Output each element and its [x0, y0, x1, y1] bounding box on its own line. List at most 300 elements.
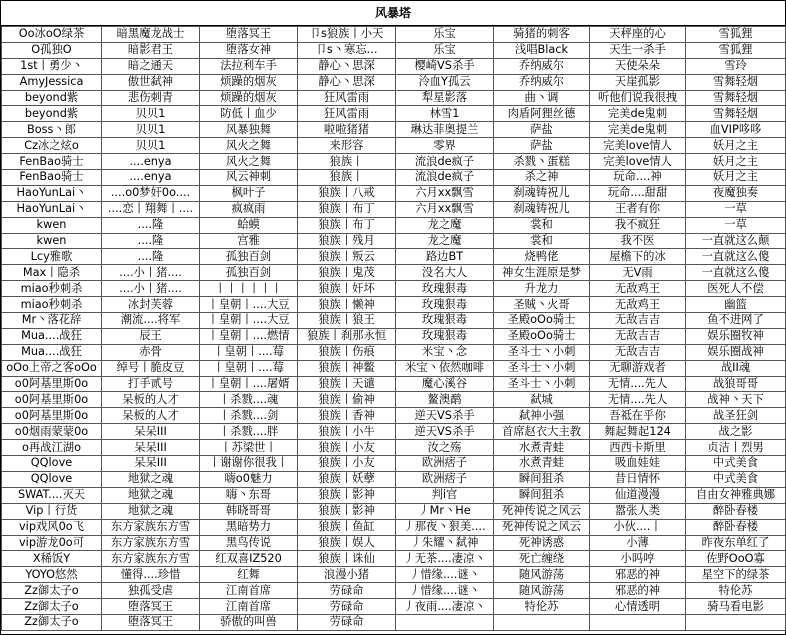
player-name-cell: 完美love情人 — [590, 154, 686, 170]
player-name-cell: 天秤座的心 — [590, 27, 686, 43]
player-name-cell: 东方家族东方雪 — [102, 535, 200, 551]
player-name-cell: 米宝丶依然咖啡 — [396, 360, 494, 376]
table-row — [2, 583, 786, 599]
player-name-cell: 战狼哥哥 — [686, 376, 786, 392]
player-name-cell: 仙道漫漫 — [590, 487, 686, 503]
table-row — [2, 487, 786, 503]
player-name-cell: 妖月之主 — [686, 170, 786, 186]
player-name-cell: 狼族丨诛仙 — [298, 551, 396, 567]
player-name-cell: 乔纳威尔 — [494, 58, 590, 74]
player-name-cell: 地狱之魂 — [102, 471, 200, 487]
player-name-cell: 无敌吉吉 — [590, 313, 686, 329]
player-name-cell: 乔纳威尔 — [494, 74, 590, 90]
player-name-cell — [396, 614, 494, 630]
player-name-cell: 死神传说之风云 — [494, 519, 590, 535]
player-name-cell: 小吗哼 — [590, 551, 686, 567]
player-name-cell: 特伦苏 — [494, 599, 590, 615]
table-row — [2, 503, 786, 519]
player-name-cell: o0阿基里斯0o — [2, 392, 102, 408]
player-name-cell: 龙之魔 — [396, 217, 494, 233]
table-row — [2, 519, 786, 535]
player-name-cell: 静心丶思深 — [298, 58, 396, 74]
player-name-cell: 妖月之主 — [686, 138, 786, 154]
player-name-cell: 嗨o0魅力 — [200, 471, 298, 487]
table-row — [2, 599, 786, 615]
table-row — [2, 614, 786, 630]
table-row — [2, 170, 786, 186]
player-name-cell: 魔心溪谷 — [396, 376, 494, 392]
player-name-cell: 黑鸟传说 — [200, 535, 298, 551]
player-name-cell: 泠血Y孤云 — [396, 74, 494, 90]
player-name-cell: 狼族丨小牛 — [298, 424, 396, 440]
player-name-cell: 绰号丨脆皮豆 — [102, 360, 200, 376]
player-name-cell: 丿惜缘....谜丶 — [396, 567, 494, 583]
table-row — [2, 360, 786, 376]
player-name-cell: 地狱之魂 — [102, 487, 200, 503]
player-name-cell: 战圣狂剑 — [686, 408, 786, 424]
player-name-cell: 萨盐 — [494, 138, 590, 154]
table-row — [2, 392, 786, 408]
player-name-cell: HaoYunLai丶 — [2, 201, 102, 217]
table-row — [2, 456, 786, 472]
player-name-cell: 首席赵衣大主教 — [494, 424, 590, 440]
player-name-cell: 狼族丨影神 — [298, 503, 396, 519]
player-name-cell: 东方家族东方雪 — [102, 519, 200, 535]
player-name-cell: 完美de鬼刺 — [590, 122, 686, 138]
player-name-cell: AmyJessica — [2, 74, 102, 90]
table-row — [2, 249, 786, 265]
player-name-cell: 舞起舞起124 — [590, 424, 686, 440]
player-name-cell: 乐宝 — [396, 42, 494, 58]
player-name-cell: 一草 — [686, 201, 786, 217]
player-name-cell: 战神丶天下 — [686, 392, 786, 408]
table-row — [2, 74, 786, 90]
player-name-cell: 丿无茶....凄凉丶 — [396, 551, 494, 567]
player-name-cell: 傲世弑神 — [102, 74, 200, 90]
player-name-cell: 无情....先人 — [590, 376, 686, 392]
table-row — [2, 567, 786, 583]
player-name-cell: 玩命....甜甜 — [590, 185, 686, 201]
player-name-cell: 风火之舞 — [200, 138, 298, 154]
table-row — [2, 106, 786, 122]
table-row — [2, 122, 786, 138]
player-name-cell: ....恋丨翔舞丨.... — [102, 201, 200, 217]
player-name-cell: 狼族丨刹那永恒 — [298, 328, 396, 344]
player-name-cell: SWAT....灭天 — [2, 487, 102, 503]
player-name-cell: ....隆 — [102, 233, 200, 249]
player-name-cell: ....隆 — [102, 217, 200, 233]
player-name-cell: 呆板的人才 — [102, 408, 200, 424]
player-name-cell: 赤骨 — [102, 344, 200, 360]
player-name-cell: 辰王 — [102, 328, 200, 344]
player-name-cell: 狼族丨鱼缸 — [298, 519, 396, 535]
player-name-cell: 黑暗势力 — [200, 519, 298, 535]
player-name-cell: beyond紫 — [2, 90, 102, 106]
player-name-cell: 狼族丨娱人 — [298, 535, 396, 551]
player-name-cell: 欧洲痞子 — [396, 456, 494, 472]
player-name-cell: 瞬间狙杀 — [494, 487, 590, 503]
player-name-cell: 1st丨勇少丶 — [2, 58, 102, 74]
player-name-cell: 卩s狼族丨小天 — [298, 27, 396, 43]
player-name-cell: 水煮青蛙 — [494, 440, 590, 456]
player-name-cell: 嚣张人类 — [590, 503, 686, 519]
player-name-cell: 丨皇朝丨....大豆 — [200, 313, 298, 329]
player-name-cell: 流浪de疯子 — [396, 170, 494, 186]
player-name-cell: 玫瑰狠毒 — [396, 313, 494, 329]
player-name-cell: 圣殿oOo骑士 — [494, 313, 590, 329]
player-name-cell: 杀戮丶蛋糕 — [494, 154, 590, 170]
player-name-cell: 堕落冥王 — [102, 614, 200, 630]
table-row — [2, 551, 786, 567]
player-name-cell: 红舞 — [200, 567, 298, 583]
table-row — [2, 535, 786, 551]
player-name-cell: 雪舞轻烟 — [686, 74, 786, 90]
player-name-cell: 神女生涯原是梦 — [494, 265, 590, 281]
player-name-cell: 弑神小强 — [494, 408, 590, 424]
player-name-cell: 醉卧春楼 — [686, 519, 786, 535]
player-name-cell: 无敌鸡王 — [590, 297, 686, 313]
player-name-cell: 丨谢谢你很我丨 — [200, 456, 298, 472]
player-name-cell: 完美de鬼刺 — [590, 106, 686, 122]
player-name-cell: 心情透明 — [590, 599, 686, 615]
player-name-cell: 丨皇朝丨....莓 — [200, 360, 298, 376]
player-name-cell: 懂得....珍惜 — [102, 567, 200, 583]
player-name-cell: Mua....战狂 — [2, 328, 102, 344]
table-row — [2, 185, 786, 201]
player-name-cell: Zz御太子o — [2, 599, 102, 615]
player-name-cell: Lcy雅歌 — [2, 249, 102, 265]
player-name-cell: 乐宝 — [396, 27, 494, 43]
player-name-cell: 血VIP哆哆 — [686, 122, 786, 138]
player-name-cell: 狼族丨神鳖 — [298, 360, 396, 376]
player-name-cell: 狼族丨偷神 — [298, 392, 396, 408]
player-name-cell: Vip丨行货 — [2, 503, 102, 519]
player-name-cell: 中式美食 — [686, 471, 786, 487]
player-name-cell: 狼族丨伤痕 — [298, 344, 396, 360]
player-name-cell: 裳和 — [494, 233, 590, 249]
player-name-cell: 丨皇朝丨....屠婿 — [200, 376, 298, 392]
player-name-cell: 六月xx飘雪 — [396, 201, 494, 217]
player-name-cell: 堕落冥王 — [102, 599, 200, 615]
player-name-cell: 医死人不偿 — [686, 281, 786, 297]
player-name-cell: Oo冰oO绿茶 — [2, 27, 102, 43]
player-name-cell: 小薄 — [590, 535, 686, 551]
player-name-cell: 樱崎VS杀手 — [396, 58, 494, 74]
player-name-cell: 烧鸭佬 — [494, 249, 590, 265]
player-name-cell: 打手贰号 — [102, 376, 200, 392]
player-name-cell — [494, 614, 590, 630]
player-name-cell: 江南首席 — [200, 583, 298, 599]
player-name-cell: 玫瑰狠毒 — [396, 281, 494, 297]
player-name-cell: kwen — [2, 233, 102, 249]
table-row — [2, 233, 786, 249]
player-name-cell: 东方家族东方雪 — [102, 551, 200, 567]
player-name-cell: 孤独百剑 — [200, 249, 298, 265]
player-name-cell: 狼族丨鬼茂 — [298, 265, 396, 281]
player-name-cell: 鳌澳鹬 — [396, 392, 494, 408]
player-name-cell: 欧洲痞子 — [396, 471, 494, 487]
player-name-cell: oOo上帝之客oOo — [2, 360, 102, 376]
player-name-cell: 丿朱耀丶弑神 — [396, 535, 494, 551]
player-name-cell: 判i官 — [396, 487, 494, 503]
player-name-cell: 狂风雷雨 — [298, 90, 396, 106]
player-name-cell: 骄傲的叫兽 — [200, 614, 298, 630]
player-name-cell: 小伙....丨 — [590, 519, 686, 535]
player-name-cell: 丨杀戮....剑 — [200, 408, 298, 424]
player-name-cell: 狼族丨香神 — [298, 408, 396, 424]
player-name-cell: 昔日情怀 — [590, 471, 686, 487]
player-name-cell: 狼族丨 — [298, 170, 396, 186]
player-name-cell: 无情....先人 — [590, 392, 686, 408]
player-name-cell: 悲伤刺青 — [102, 90, 200, 106]
player-name-cell: 狂风雷雨 — [298, 106, 396, 122]
player-name-cell: beyond紫 — [2, 106, 102, 122]
player-name-cell: 防低丨血少 — [200, 106, 298, 122]
player-name-cell: 零界 — [396, 138, 494, 154]
player-name-cell: 呆呆III — [102, 424, 200, 440]
player-name-cell: QQlove — [2, 456, 102, 472]
table-row — [2, 154, 786, 170]
player-name-cell: 死亡缠绕 — [494, 551, 590, 567]
player-name-cell: o0阿基里斯0o — [2, 376, 102, 392]
player-name-cell: 暗影君王 — [102, 42, 200, 58]
player-name-cell: 堕落女神 — [200, 42, 298, 58]
player-name-cell: 玫瑰狠毒 — [396, 328, 494, 344]
player-name-cell: 浪漫小猪 — [298, 567, 396, 583]
player-name-cell: 呆呆III — [102, 440, 200, 456]
table-row — [2, 471, 786, 487]
player-name-cell: 醉卧春楼 — [686, 503, 786, 519]
player-name-cell: 卩s丶寒忘... — [298, 42, 396, 58]
player-name-cell: 狼族丨布丁 — [298, 217, 396, 233]
player-name-cell: Boss丶郎 — [2, 122, 102, 138]
player-name-cell: ....o0梦奸0o.... — [102, 185, 200, 201]
ranking-table — [1, 26, 786, 631]
player-name-cell: HaoYunLai丶 — [2, 185, 102, 201]
player-name-cell: 随风游荡 — [494, 567, 590, 583]
player-name-cell: 刹魂铸祝儿 — [494, 201, 590, 217]
player-name-cell: 天使朵朵 — [590, 58, 686, 74]
player-name-cell: 雪玲 — [686, 58, 786, 74]
player-name-cell: 丨皇朝丨....大豆 — [200, 297, 298, 313]
player-name-cell: 死神传说之风云 — [494, 503, 590, 519]
player-name-cell: 嗨丶东哥 — [200, 487, 298, 503]
player-name-cell: 逆天VS杀手 — [396, 424, 494, 440]
player-name-cell: 狼族丨天谴 — [298, 376, 396, 392]
player-name-cell: 雪舞轻烟 — [686, 90, 786, 106]
table-row — [2, 313, 786, 329]
player-name-cell: 玩命....神 — [590, 170, 686, 186]
player-name-cell: 法拉利车手 — [200, 58, 298, 74]
player-name-cell: 玫瑰狠毒 — [396, 297, 494, 313]
player-name-cell: 枫叶子 — [200, 185, 298, 201]
player-name-cell: 无敌吉吉 — [590, 344, 686, 360]
player-name-cell: 米宝丶念 — [396, 344, 494, 360]
player-name-cell: 杀之神 — [494, 170, 590, 186]
player-name-cell: 雪狐狸 — [686, 27, 786, 43]
player-name-cell: 吸血娃娃 — [590, 456, 686, 472]
player-name-cell: 圣斗士丶小刺 — [494, 360, 590, 376]
player-name-cell: 劳碌命 — [298, 583, 396, 599]
player-name-cell: 红双喜IZ520 — [200, 551, 298, 567]
player-name-cell: 西西卡斯里 — [590, 440, 686, 456]
player-name-cell: 一直就这么颠 — [686, 233, 786, 249]
player-name-cell: 妖月之主 — [686, 154, 786, 170]
player-name-cell: 独孤受虐 — [102, 583, 200, 599]
player-name-cell: 狼族丨小友 — [298, 440, 396, 456]
player-name-cell: 鱼不进网了 — [686, 313, 786, 329]
player-name-cell: 屋檐下的冰 — [590, 249, 686, 265]
player-name-cell: miao秒刺杀 — [2, 281, 102, 297]
player-name-cell: 流浪de疯子 — [396, 154, 494, 170]
table-row — [2, 265, 786, 281]
player-name-cell: 丨苏梁世丨 — [200, 440, 298, 456]
table-row — [2, 344, 786, 360]
player-name-cell: 暗之通天 — [102, 58, 200, 74]
player-name-cell: 圣斗士丶小刺 — [494, 344, 590, 360]
player-name-cell: 刹魂铸祝儿 — [494, 185, 590, 201]
player-name-cell: Mr丶落花辞 — [2, 313, 102, 329]
table-row — [2, 297, 786, 313]
player-name-cell: 王者有你 — [590, 201, 686, 217]
player-name-cell: 丿Mr丶He — [396, 503, 494, 519]
player-name-cell: 堕落冥王 — [200, 27, 298, 43]
player-name-cell: miao秒刺杀 — [2, 297, 102, 313]
player-name-cell: 我不疯狂 — [590, 217, 686, 233]
player-name-cell: 狼族丨残月 — [298, 233, 396, 249]
player-name-cell: 丿夜雨....凄凉丶 — [396, 599, 494, 615]
player-name-cell: 丨皇朝丨....燃情 — [200, 328, 298, 344]
player-name-cell: X稀饭Y — [2, 551, 102, 567]
player-name-cell: 蛤蟆 — [200, 217, 298, 233]
player-name-cell: 无敌鸡王 — [590, 281, 686, 297]
player-name-cell: 贝贝1 — [102, 122, 200, 138]
player-name-cell: 狼族丨懒神 — [298, 297, 396, 313]
player-name-cell: 雪狐狸 — [686, 42, 786, 58]
player-name-cell: 曲丶调 — [494, 90, 590, 106]
player-name-cell: 邪恶的神 — [590, 583, 686, 599]
player-name-cell: o0烟雨蒙蒙0o — [2, 424, 102, 440]
player-name-cell: 狼族丨影神 — [298, 487, 396, 503]
player-name-cell: o再战江湖o — [2, 440, 102, 456]
player-name-cell: 没名大人 — [396, 265, 494, 281]
player-name-cell: o0阿基里斯0o — [2, 408, 102, 424]
player-name-cell: Max丨隐杀 — [2, 265, 102, 281]
player-name-cell: 战II魂 — [686, 360, 786, 376]
player-name-cell: 雪舞轻烟 — [686, 106, 786, 122]
player-name-cell — [590, 614, 686, 630]
table-row — [2, 58, 786, 74]
player-name-cell: 星空下的绿茶 — [686, 567, 786, 583]
player-name-cell: 水煮青蛙 — [494, 456, 590, 472]
player-name-cell: 狼族丨奸坏 — [298, 281, 396, 297]
player-name-cell: 圣贼丶火哥 — [494, 297, 590, 313]
table-row — [2, 201, 786, 217]
player-name-cell: 裳和 — [494, 217, 590, 233]
player-name-cell: 潮流....将军 — [102, 313, 200, 329]
player-name-cell: 狼族丨布丁 — [298, 201, 396, 217]
panel-title: 风暴塔 — [1, 1, 785, 26]
player-name-cell: 肉盾阿狸丝德 — [494, 106, 590, 122]
table-row — [2, 408, 786, 424]
player-name-cell: 丨杀戮....魂 — [200, 392, 298, 408]
player-name-cell: 战之影 — [686, 424, 786, 440]
table-row — [2, 217, 786, 233]
player-name-cell: 邪恶的神 — [590, 567, 686, 583]
player-name-cell: 逆天VS杀手 — [396, 408, 494, 424]
player-name-cell: 呆板的人才 — [102, 392, 200, 408]
table-row — [2, 42, 786, 58]
player-name-cell: 暗黑魔龙战士 — [102, 27, 200, 43]
player-name-cell: FenBao骑士 — [2, 170, 102, 186]
player-name-cell: vip戏风0o飞 — [2, 519, 102, 535]
player-name-cell: 贝贝1 — [102, 106, 200, 122]
player-name-cell: 贞洁丨烈男 — [686, 440, 786, 456]
player-name-cell: 丨丨丨丨丨丨 — [200, 281, 298, 297]
player-name-cell: 丨皇朝丨....莓 — [200, 344, 298, 360]
player-name-cell: 夜魔独奏 — [686, 185, 786, 201]
player-name-cell: 一直就这么傻 — [686, 249, 786, 265]
table-row — [2, 424, 786, 440]
player-name-cell: 琳达菲奥提兰 — [396, 122, 494, 138]
player-name-cell: 烦躁的烟灰 — [200, 90, 298, 106]
player-name-cell: 劳碌命 — [298, 614, 396, 630]
player-name-cell: 狼族丨叛云 — [298, 249, 396, 265]
player-name-cell: 瞬间狙杀 — [494, 471, 590, 487]
table-row — [2, 27, 786, 43]
player-name-cell: 圣殿oOo骑士 — [494, 328, 590, 344]
player-name-cell: 随风游荡 — [494, 583, 590, 599]
player-name-cell: ....小丨猪.... — [102, 265, 200, 281]
player-name-cell: 来形容 — [298, 138, 396, 154]
player-name-cell: 一草 — [686, 217, 786, 233]
player-name-cell: 贝贝1 — [102, 138, 200, 154]
player-name-cell: 地狱之魂 — [102, 503, 200, 519]
table-row — [2, 328, 786, 344]
player-name-cell: YOYO悠然 — [2, 567, 102, 583]
player-name-cell: 狼族丨 — [298, 154, 396, 170]
table-row — [2, 281, 786, 297]
player-name-cell: 死神诱惑 — [494, 535, 590, 551]
player-name-cell: Zz御太子o — [2, 583, 102, 599]
player-name-cell: 龙之魔 — [396, 233, 494, 249]
player-name-cell: 中式美食 — [686, 456, 786, 472]
player-name-cell: 无V雨 — [590, 265, 686, 281]
player-name-cell: FenBao骑士 — [2, 154, 102, 170]
player-name-cell: 风云神刺 — [200, 170, 298, 186]
player-name-cell: 丨杀戮....胖 — [200, 424, 298, 440]
player-name-cell: 韩晓哥哥 — [200, 503, 298, 519]
player-name-cell: 佐野OoO寡 — [686, 551, 786, 567]
player-name-cell: 骑猪的刺客 — [494, 27, 590, 43]
player-name-cell: 自由女神雅典娜 — [686, 487, 786, 503]
player-name-cell: 风暴独舞 — [200, 122, 298, 138]
player-name-cell: ....隆 — [102, 249, 200, 265]
player-name-cell: 丿惜缘....谜丶 — [396, 583, 494, 599]
player-name-cell: 狼族丨小友 — [298, 456, 396, 472]
player-name-cell: QQlove — [2, 471, 102, 487]
player-name-cell: 狼族丨妖孽 — [298, 471, 396, 487]
player-name-cell: 风火之舞 — [200, 154, 298, 170]
player-name-cell: 娱乐圈战神 — [686, 344, 786, 360]
player-name-cell: 六月xx飘雪 — [396, 185, 494, 201]
player-name-cell: 冰封芙蓉 — [102, 297, 200, 313]
player-name-cell: 骑马看电影 — [686, 599, 786, 615]
table-row — [2, 376, 786, 392]
player-name-cell: 疯疯雨 — [200, 201, 298, 217]
table-row — [2, 138, 786, 154]
player-name-cell: 狼族丨八戒 — [298, 185, 396, 201]
